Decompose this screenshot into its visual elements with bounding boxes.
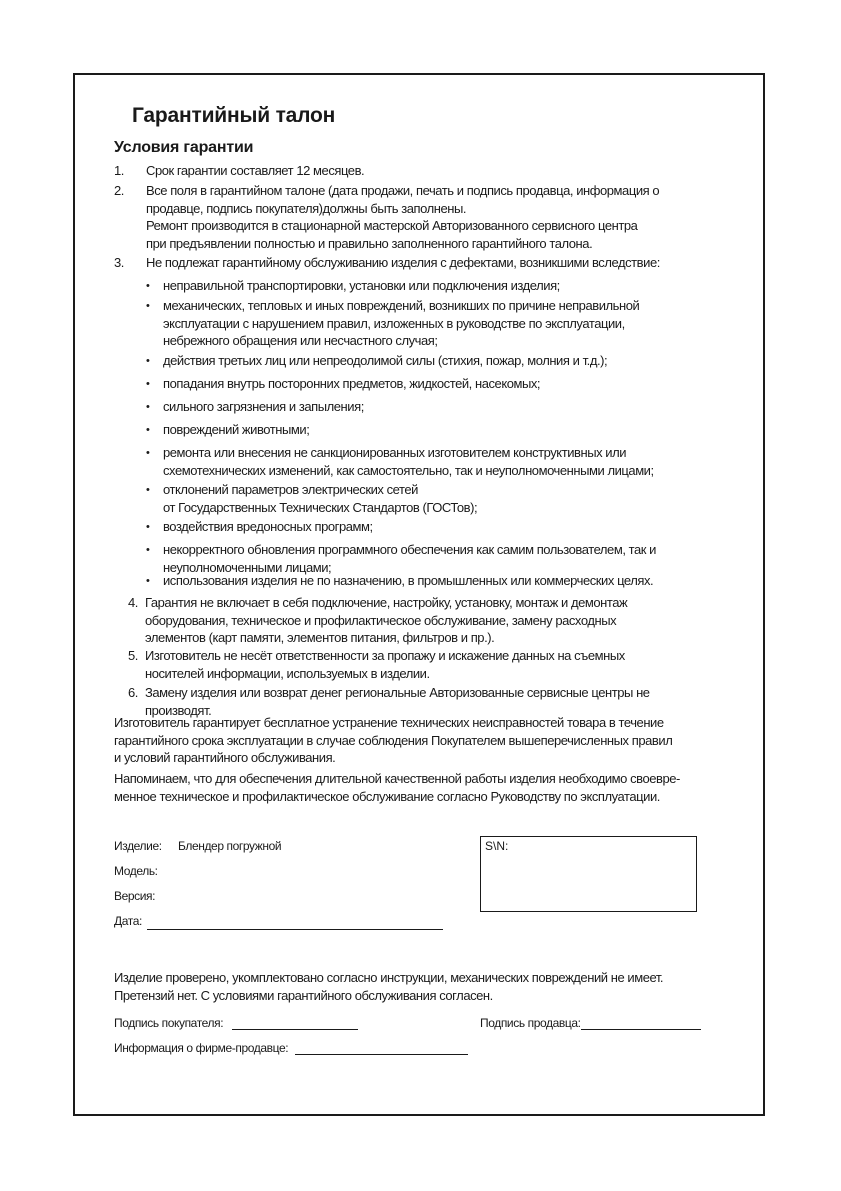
bullet-icon: •	[146, 378, 150, 390]
bullet-text: небрежного обращения или несчастного случая;	[163, 333, 438, 348]
paragraph-line: гарантийного срока эксплуатации в случае соблюдения Покупателем вышеперечисленных правил	[114, 732, 673, 748]
item-number: 2.	[114, 183, 124, 198]
page-title: Гарантийный талон	[132, 104, 336, 127]
item-number: 4.	[128, 595, 138, 610]
seller-signature-field[interactable]	[581, 1029, 701, 1030]
item-text: Изготовитель не несёт ответственности за пропажу и искажение данных на съемных	[145, 648, 625, 663]
bullet-text: использования изделия не по назначению, в промышленных или коммерческих целях.	[163, 573, 654, 588]
item-text: Ремонт производится в стационарной мастерской Авторизованного сервисного центра	[146, 218, 638, 233]
confirmation-line: Претензий нет. С условиями гарантийного обслуживания согласен.	[114, 987, 493, 1003]
bullet-text: повреждений животными;	[163, 422, 310, 437]
bullet-text: отклонений параметров электрических сетей	[163, 482, 418, 497]
bullet-icon: •	[146, 300, 150, 312]
seller-signature-label: Подпись продавца:	[480, 1016, 581, 1030]
buyer-signature-field[interactable]	[232, 1029, 358, 1030]
bullet-text: неправильной транспортировки, установки или подключения изделия;	[163, 278, 560, 293]
bullet-text: некорректного обновления программного обеспечения как самим пользователем, так и	[163, 542, 656, 557]
item-text: носителей информации, используемых в изделии.	[145, 665, 430, 681]
bullet-text: воздействия вредоносных программ;	[163, 519, 373, 534]
bullet-text: сильного загрязнения и запыления;	[163, 399, 364, 414]
model-label: Модель:	[114, 864, 158, 878]
section-heading: Условия гарантии	[114, 139, 254, 156]
item-text: продавце, подпись покупателя)должны быть заполнены.	[146, 200, 467, 216]
serial-number-label: S\N:	[485, 839, 509, 853]
confirmation-line: Изделие проверено, укомплектовано согласно инструкции, механических повреждений не имеет.	[114, 970, 664, 985]
bullet-text: от Государственных Технических Стандартов (ГОСТов);	[163, 499, 478, 515]
bullet-text: эксплуатации с нарушением правил, изложенных в руководстве по эксплуатации,	[163, 315, 625, 331]
confirmation-text	[114, 969, 663, 1004]
bullet-text: схемотехнических изменений, как самостоятельно, так и неуполномоченными лицами;	[163, 462, 654, 478]
bullet-text: ремонта или внесения не санкционированных изготовителем конструктивных или	[163, 445, 627, 460]
bullet-icon: •	[146, 575, 150, 587]
date-field[interactable]	[147, 929, 443, 930]
item-text: Замену изделия или возврат денег региональные Авторизованные сервисные центры не	[145, 685, 650, 700]
paragraph-line: и условий гарантийного обслуживания.	[114, 750, 336, 765]
bullet-text: действия третьих лиц или непреодолимой силы (стихия, пожар, молния и т.д.);	[163, 353, 608, 368]
bullet-icon: •	[146, 544, 150, 556]
buyer-signature-label: Подпись покупателя:	[114, 1016, 224, 1030]
item-number: 3.	[114, 255, 124, 270]
bullet-icon: •	[146, 424, 150, 436]
product-label: Изделие:	[114, 839, 162, 853]
item-text: Не подлежат гарантийному обслуживанию изделия с дефектами, возникшими вследствие:	[146, 255, 660, 270]
item-text: оборудования, техническое и профилактическое обслуживание, замену расходных	[145, 612, 617, 628]
reminder-paragraph	[114, 770, 680, 805]
firm-info-label: Информация о фирме-продавце:	[114, 1041, 289, 1055]
bullet-text: механических, тепловых и иных повреждений, возникших по причине неправильной	[163, 298, 640, 313]
guarantee-paragraph	[114, 714, 672, 767]
date-label: Дата:	[114, 914, 142, 928]
item-text: Срок гарантии составляет 12 месяцев.	[146, 163, 365, 178]
bullet-icon: •	[146, 401, 150, 413]
item-number: 1.	[114, 163, 124, 178]
bullet-icon: •	[146, 447, 150, 459]
item-text: производят.	[145, 702, 212, 718]
product-value: Блендер погружной	[178, 839, 282, 853]
version-label: Версия:	[114, 889, 156, 903]
serial-number-box[interactable]	[480, 836, 697, 912]
bullet-icon: •	[146, 484, 150, 496]
item-text: Все поля в гарантийном талоне (дата продажи, печать и подпись продавца, информация о	[146, 183, 660, 198]
item-text: при предъявлении полностью и правильно заполненного гарантийного талона.	[146, 235, 593, 251]
bullet-text: неуполномоченными лицами;	[163, 559, 332, 575]
item-text: элементов (карт памяти, элементов питания, фильтров и пр.).	[145, 630, 495, 645]
paragraph-line: Изготовитель гарантирует бесплатное устранение технических неисправностей товара в течение	[114, 715, 664, 730]
item-number: 6.	[128, 685, 138, 700]
firm-info-field[interactable]	[295, 1054, 468, 1055]
item-text: Гарантия не включает в себя подключение, настройку, установку, монтаж и демонтаж	[145, 595, 628, 610]
item-number: 5.	[128, 648, 138, 663]
bullet-text: попадания внутрь посторонних предметов, жидкостей, насекомых;	[163, 376, 541, 391]
bullet-icon: •	[146, 521, 150, 533]
paragraph-line: Напоминаем, что для обеспечения длительной качественной работы изделия необходимо своевре-	[114, 771, 680, 786]
bullet-icon: •	[146, 355, 150, 367]
paragraph-line: менное техническое и профилактическое обслуживание согласно Руководству по эксплуатации.	[114, 788, 660, 804]
bullet-icon: •	[146, 280, 150, 292]
